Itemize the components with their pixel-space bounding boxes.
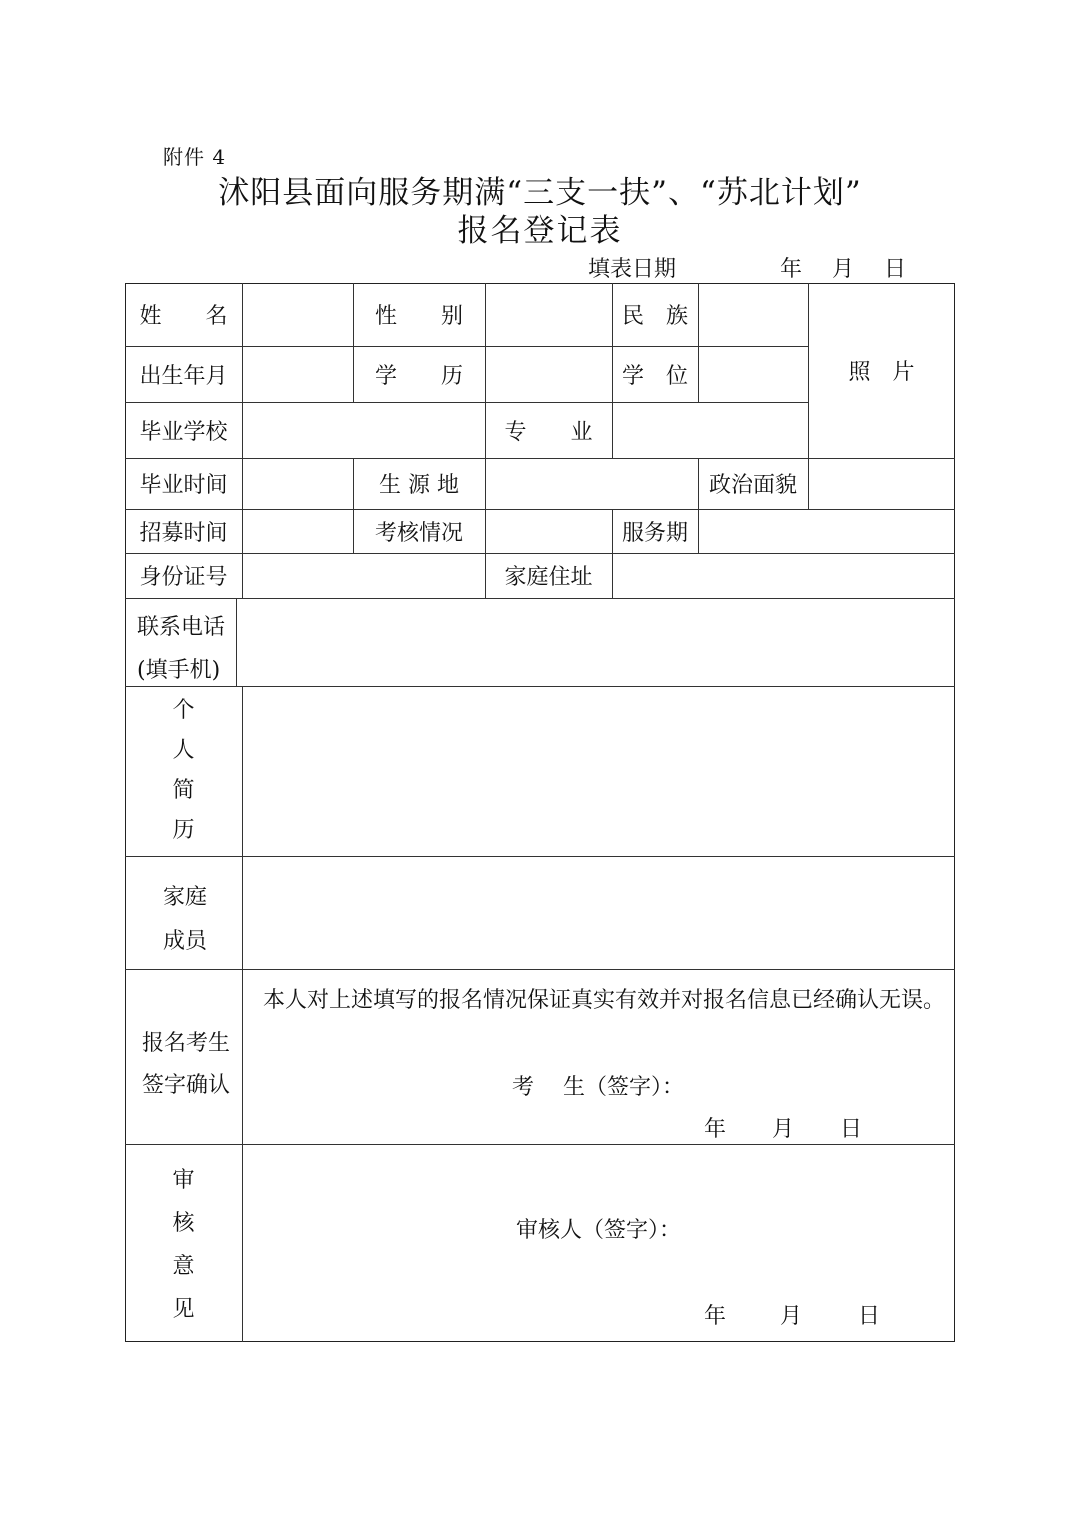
column-line xyxy=(698,283,699,402)
row-line xyxy=(125,598,955,599)
fill-date-year: 年 xyxy=(780,257,803,282)
label-birth: 出生年月 xyxy=(139,363,228,389)
review-char: 意 xyxy=(172,1254,195,1279)
attachment-label: 附件 4 xyxy=(163,145,227,169)
label-political: 政治面貌 xyxy=(708,473,797,498)
resume-char: 历 xyxy=(172,818,195,843)
label-recruit-time: 招募时间 xyxy=(139,520,228,546)
label-degree: 学 位 xyxy=(621,363,688,389)
label-phone: 联系电话 xyxy=(137,615,226,640)
label-name: 姓 名 xyxy=(139,304,228,329)
page-title-line2: 报名登记表 xyxy=(457,213,623,249)
confirm-statement: 本人对上述填写的报名情况保证真实有效并对报名信息已经确认无误。 xyxy=(263,988,946,1013)
row-line xyxy=(125,1144,955,1145)
fill-date-label: 填表日期 xyxy=(588,257,677,282)
label-school: 毕业学校 xyxy=(139,419,228,445)
resume-char: 个 xyxy=(172,698,195,723)
column-line xyxy=(242,283,243,598)
label-service-period: 服务期 xyxy=(621,520,688,546)
row-line xyxy=(125,509,955,510)
column-line xyxy=(242,686,243,1342)
fill-date-day: 日 xyxy=(884,257,907,282)
label-review xyxy=(125,1160,242,1330)
candidate-date-day: 日 xyxy=(840,1117,863,1142)
label-phone-note: (填手机) xyxy=(137,658,221,683)
label-resume xyxy=(125,686,242,856)
label-id-number: 身份证号 xyxy=(139,565,228,590)
resume-char: 人 xyxy=(172,738,195,763)
review-date-year: 年 xyxy=(704,1304,727,1329)
fill-date-month: 月 xyxy=(832,257,855,282)
row-line xyxy=(125,969,955,970)
review-char: 见 xyxy=(172,1297,195,1322)
candidate-date-year: 年 xyxy=(704,1117,727,1142)
row-line xyxy=(125,856,955,857)
column-line xyxy=(236,598,237,686)
column-line xyxy=(612,402,613,458)
review-date-month: 月 xyxy=(780,1304,803,1329)
review-char: 审 xyxy=(172,1168,195,1193)
label-address: 家庭住址 xyxy=(504,565,593,590)
label-confirm: 报名考生 xyxy=(142,1031,231,1056)
photo-area: 照 片 xyxy=(848,360,915,385)
label-major: 专 业 xyxy=(504,419,593,445)
candidate-signature: 考 生（签字）： xyxy=(512,1075,684,1100)
row-line xyxy=(125,458,955,459)
review-date-day: 日 xyxy=(858,1304,881,1329)
label-gender: 性 别 xyxy=(374,304,463,329)
candidate-date-month: 月 xyxy=(772,1117,795,1142)
label-assessment: 考核情况 xyxy=(374,520,463,546)
review-char: 核 xyxy=(172,1211,195,1236)
page-title-line1: 沭阳县面向服务期满“三支一扶”、“苏北计划” xyxy=(218,175,862,211)
label-ethnicity: 民 族 xyxy=(621,304,688,329)
resume-char: 简 xyxy=(172,778,195,803)
row-line xyxy=(125,686,955,687)
column-line xyxy=(808,458,809,509)
label-education: 学 历 xyxy=(374,363,463,389)
label-grad-time: 毕业时间 xyxy=(139,473,228,498)
label-family-members: 成员 xyxy=(163,929,208,954)
label-confirm-sign: 签字确认 xyxy=(142,1073,231,1098)
reviewer-signature: 审核人（签字）： xyxy=(516,1218,682,1243)
label-origin: 生 源 地 xyxy=(379,473,459,498)
label-family: 家庭 xyxy=(163,885,208,910)
